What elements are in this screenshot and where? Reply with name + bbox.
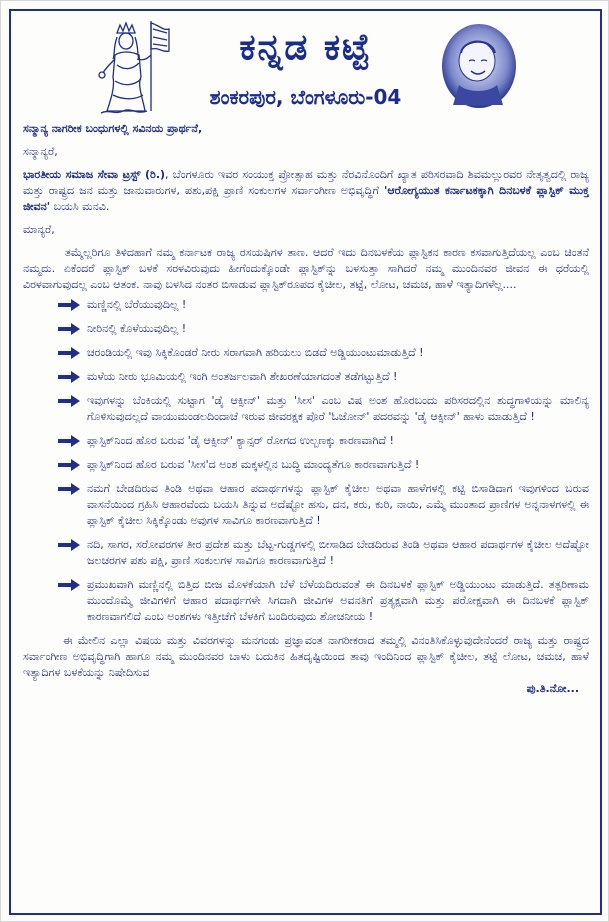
arrow-bullet-icon [57, 483, 81, 495]
arrow-bullet-icon [57, 539, 81, 551]
intro-text: , ಬೆಂಗಳೂರು ಇವರ ಸಂಯುಕ್ತ ಪ್ರೋತ್ಸಾಹ ಮತ್ತು ನೆರವಿನೊಂದಿಗೆ ಖ್ಯಾತ ಪರಿಸರವಾದಿ ಶಿವಮಲ್ಲುರವರ ನೇತೃತ್ವದಲ್ಲಿ ರಾಜ್ಯ ಮತ್ತು ರಾಷ್ಟ್ರದ ಜನ ಮತ್ತು ಜಾನುವಾರುಗಳ, ಪಶು,ಪಕ್ಷಿ ಪ್ರಾಣಿ ಸಂಕುಲಗಳ ಸರ್ವಾಂಗೀಣ ಅಭಿವೃದ್ಧಿಗೆ [23, 168, 589, 197]
arrow-bullet-icon [57, 371, 81, 383]
signature: ಪು.ತಿ.ನೋ... [526, 682, 579, 695]
main-paragraph: ತಮ್ಮೆಲ್ಲರಿಗೂ ತಿಳಿದಹಾಗೆ ನಮ್ಮ ಕರ್ನಾಟಕ ರಾಜ್ಯ ರಸಯಷಿಗಳ ತಾಣ. ಆದರೆ ಇದು ದಿನಬಳಕೆಯ ಪ್ಲಾಸ್ಟಿಕನ ಕಾರಣ ಕಸವಾಗುತ್ತಿದೆಯಲ್ಲ ಎಂಬ ಚಿಂತನೆ ನಮ್ಮದು. ಏಕೆಂದರೆ ಪ್ಲಾಸ್ಟಿಕ್ ಬಳಕೆ ಸರಳವಿರುವುದು ಹೀಗೆಂದುಕ್ಕೊಂಡೇ ಪ್ಲಾಸ್ಟಿಕ್‌ನ್ನು ಬಳಸುತ್ತಾ ಸಾಗಿದರೆ ನಮ್ಮ ಮುಂದಿನವರ ಜೀವನ ಈ ಧರೆಯಲ್ಲಿ ವಿರಳವಾಗುವುದಲ್ಲ ಎಂಬ ಆತಂಕ. ನಾವು ಬಳಸಿದ ನಂತರ ಬಿಸಾಡುವ ಪ್ಲಾಸ್ಟಿಕ್‌ರೂಪದ ಕೈಚೀಲ, ತಟ್ಟೆ, ಲೋಟ, ಚಮಚ, ಹಾಳೆ ಇತ್ಯಾದಿಗಳೆಲ್ಲ.... [23, 246, 589, 291]
list-item: ಮಣ್ಣಿನಲ್ಲಿ ಬೆರೆಯುವುದಿಲ್ಲ ! [23, 297, 589, 313]
list-item: ಪ್ಲಾಸ್ಟಿಕ್‌ನಿಂದ ಹೊರ ಬರುವ 'ಡೈ ಆಕ್ಸೀನ್' ಕ್ಯಾನ್ಸರ್ ರೋಗದ ಉಲ್ಬಣಕ್ಕು ಕಾರಣವಾಗಿದೆ ! [23, 433, 589, 449]
arrow-bullet-icon [57, 459, 81, 471]
salutation: ಸನ್ಮಾನ್ಯ ನಾಗರೀಕ ಬಂಧುಗಳಲ್ಲಿ ಸವಿನಯ ಪ್ರಾರ್ಥನೆ, [23, 122, 203, 135]
list-item: ಪ್ಲಾಸ್ಟಿಕ್‌ನಿಂದ ಹೊರ ಬರುವ 'ಸೀಸ'ದ ಅಂಶ ಮಕ್ಕಳಲ್ಲಿನ ಬುದ್ಧಿ ಮಾಂದ್ಯತೆಗೂ ಕಾರಣವಾಗುತ್ತಿದೆ ! [23, 457, 589, 473]
list-item: ಚರಂಡಿಯಲ್ಲಿ ಇವು ಸಿಕ್ಕಿಕೊಂಡರೆ ನೀರು ಸರಾಗವಾಗಿ ಹರಿಯಲು ಬಿಡದೆ ಅಡ್ಡಿಯುಂಟುಮಾಡುತ್ತಿದೆ ! [23, 345, 589, 361]
organization-name: ಭಾರತೀಯ ಸಮಾಜ ಸೇವಾ ಟ್ರಸ್ಟ್ (ರಿ.) [23, 168, 166, 181]
arrow-bullet-icon [57, 435, 81, 447]
greeting: ಸನ್ಮಾನ್ಯರೆ, [23, 145, 58, 158]
closing-paragraph: ಈ ಮೇಲಿನ ಎಲ್ಲಾ ವಿಷಯ ಮತ್ತು ವಿವರಗಳನ್ನು ಮನಗಂಡು ಪ್ರಜ್ಞಾವಂತ ನಾಗರೀಕರಾದ ತಮ್ಮಲ್ಲಿ ವಿನಂತಿಸಿಕೊಳ್ಳುವುದೇನೆಂದರೆ ರಾಜ್ಯ ಮತ್ತು ರಾಷ್ಟ್ರದ ಸರ್ವಾಂಗೀಣ ಅಭಿವೃದ್ಧಿಗಾಗಿ ಹಾಗೂ ನಮ್ಮ ಮುಂದಿನವರ ಬಾಳು ಬದುಕಿನ ಹಿತದೃಷ್ಟಿಯಿಂದ ತಾವು ಇಂದಿನಿಂದ ಪ್ಲಾಸ್ಟಿಕ್ ಕೈಚೀಲ, ತಟ್ಟೆ ಲೋಟ, ಚಮಚ, ಹಾಳೆ ಇತ್ಯಾದಿಗಳ ಬಳಕೆಯನ್ನು ನಿಷೇದಿಸುವ [23, 634, 589, 679]
intro-paragraph [23, 167, 589, 215]
letter-body [23, 121, 589, 697]
page-subtitle: ಶಂಕರಪುರ, ಬೆಂಗಳೂರು-04 [209, 85, 402, 109]
portrait-photo [441, 23, 517, 109]
list-item: ನೀರಿನಲ್ಲಿ ಕೊಳೆಯುವುದಿಲ್ಲ ! [23, 321, 589, 337]
arrow-bullet-icon [57, 579, 81, 591]
list-item: ಇವುಗಳನ್ನು ಬೆಂಕಿಯಲ್ಲಿ ಸುಟ್ಟಾಗ 'ಡೈ ಆಕ್ಸೀನ್' ಮತ್ತು 'ಸೀಸ' ಎಂಬ ವಿಷ ಅಂಶ ಹೊರಬಂದು ಪರಿಸರದಲ್ಲಿನ ಶುದ್ಧಗಾಳಿಯನ್ನು ಮಾಲಿನ್ಯ ಗೊಳಿಸುವುದಲ್ಲದೆ ವಾಯುಮಂಡಲದಿಂದಾಚೆ ಇರುವ ಜೀವರಕ್ಷಕ ಪೊರೆ 'ಓಜೋನ್' ಪದರವನ್ನು 'ಡೈ ಆಕ್ಸೀನ್' ಹಾಳು ಮಾಡುತ್ತಿದೆ ! [23, 393, 589, 425]
list-item: ನಮಗೆ ಬೇಡದಿರುವ ತಿಂಡಿ ಅಥವಾ ಆಹಾರ ಪದಾರ್ಥಗಳನ್ನು ಪ್ಲಾಸ್ಟಿಕ್ ಕೈಚೀಲ ಅಥವಾ ಹಾಳೆಗಳಲ್ಲಿ ಕಟ್ಟಿ ಬಿಸಾಡಿದಾಗ ಇವುಗಳಿಂದ ಬರುವ ವಾಸನೆಯಿಂದ ಗ್ರಹಿಸಿ ಆಹಾರವೆಂದು ಬಯಸಿ ತಿನ್ನುವ ಅದೆಷ್ಟೋ ಹಸು, ದನ, ಕರು, ಕುರಿ, ನಾಯಿ, ಎಮ್ಮೆ ಮುಂತಾದ ಪ್ರಾಣಿಗಳ ಅನ್ನನಾಳಗಳಲ್ಲಿ ಈ ಪ್ಲಾಸ್ಟಿಕ್ ಕೈಚೀಲ ಸಿಕ್ಕಿಕ್ಕೊಂಡು ಅವುಗಳ ಸಾವಿಗೂ ಕಾರಣವಾಗುತ್ತಿದೆ ! [23, 481, 589, 529]
greeting-2: ಮಾನ್ಯರೆ, [23, 223, 55, 236]
campaign-slogan: 'ಆರೋಗ್ಯಯುತ ಕರ್ನಾಟಕಕ್ಕಾಗಿ ದಿನಬಳಕೆ ಪ್ಲಾಸ್ಟಿಕ್ ಮುಕ್ತ ಜೀವನ' [23, 184, 589, 213]
arrow-bullet-icon [57, 347, 81, 359]
list-item: ಪ್ರಮುಖವಾಗಿ ಮಣ್ಣಿನಲ್ಲಿ ಬಿತ್ತಿದ ಬೀಜ ಮೊಳಕೆಯಾಗಿ ಬೆಳೆ ಬೆಳೆಯದಿರುವಂತೆ ಈ ದಿನಬಳಕೆ ಪ್ಲಾಸ್ಟಿಕ್ ಅಡ್ಡಿಯುಂಟು ಮಾಡುತ್ತಿದೆ. ತತ್ಪರಿಣಾಮ ಮುಂದೊಮ್ಮೆ ಜೀವಿಗಳಿಗೆ ಆಹಾರ ಪದಾರ್ಥಗಳೇ ಸಿಗದಾಗಿ ಜೀವಿಗಳ ಅವನತಿಗೆ ಪ್ರತ್ಯಕ್ಷವಾಗಿ ಮತ್ತು ಪರೋಕ್ಷವಾಗಿ ಈ ದಿನಬಳಕೆ ಪ್ಲಾಸ್ಟಿಕ್ ಕಾರಣವಾಗಲಿದೆ ಎಂಬ ಅಂಶಗಳು ಇತ್ತೀಚೆಗೆ ಬೆಳಕಿಗೆ ಬಂದಿರುವುದು ಶೋಚನೀಯ ! [23, 577, 589, 625]
page-title: ಕನ್ನಡ ಕಟ್ಟೆ [239, 27, 372, 68]
arrow-bullet-icon [57, 323, 81, 335]
arrow-bullet-icon [57, 299, 81, 311]
points-list [23, 297, 589, 625]
arrow-bullet-icon [57, 395, 81, 407]
list-item: ಮಳೆಯ ನೀರು ಭೂಮಿಯಲ್ಲಿ ಇಂಗಿ ಅಂತರ್ಜಲವಾಗಿ ಶೇಖರಣೆಯಾಗದಂತೆ ತಡೆಗಟ್ಟುತ್ತಿದೆ ! [23, 369, 589, 385]
list-item: ನದಿ, ಸಾಗರ, ಸರೋವರಗಳ ತೀರ ಪ್ರದೇಶ ಮತ್ತು ಬೆಟ್ಟ-ಗುಡ್ಡಗಳಲ್ಲಿ ಬೀಸಾಡಿದ ಬೇಡದಿರುವ ತಿಂಡಿ ಅಥವಾ ಆಹಾರ ಪದಾರ್ಥಗಳ ಕೈಚೀಲ ಅದೆಷ್ಟೋ ಜಲಚರಗಳ ಪಶು ಪಕ್ಷಿ, ಪ್ರಾಣಿ ಸಂಕುಲಗಳ ಸಾವಿಗೂ ಕಾರಣವಾಗುತ್ತಿದೆ ! [23, 537, 589, 569]
intro-text-end: ಬಯಸಿ ಮನವಿ. [50, 200, 110, 213]
